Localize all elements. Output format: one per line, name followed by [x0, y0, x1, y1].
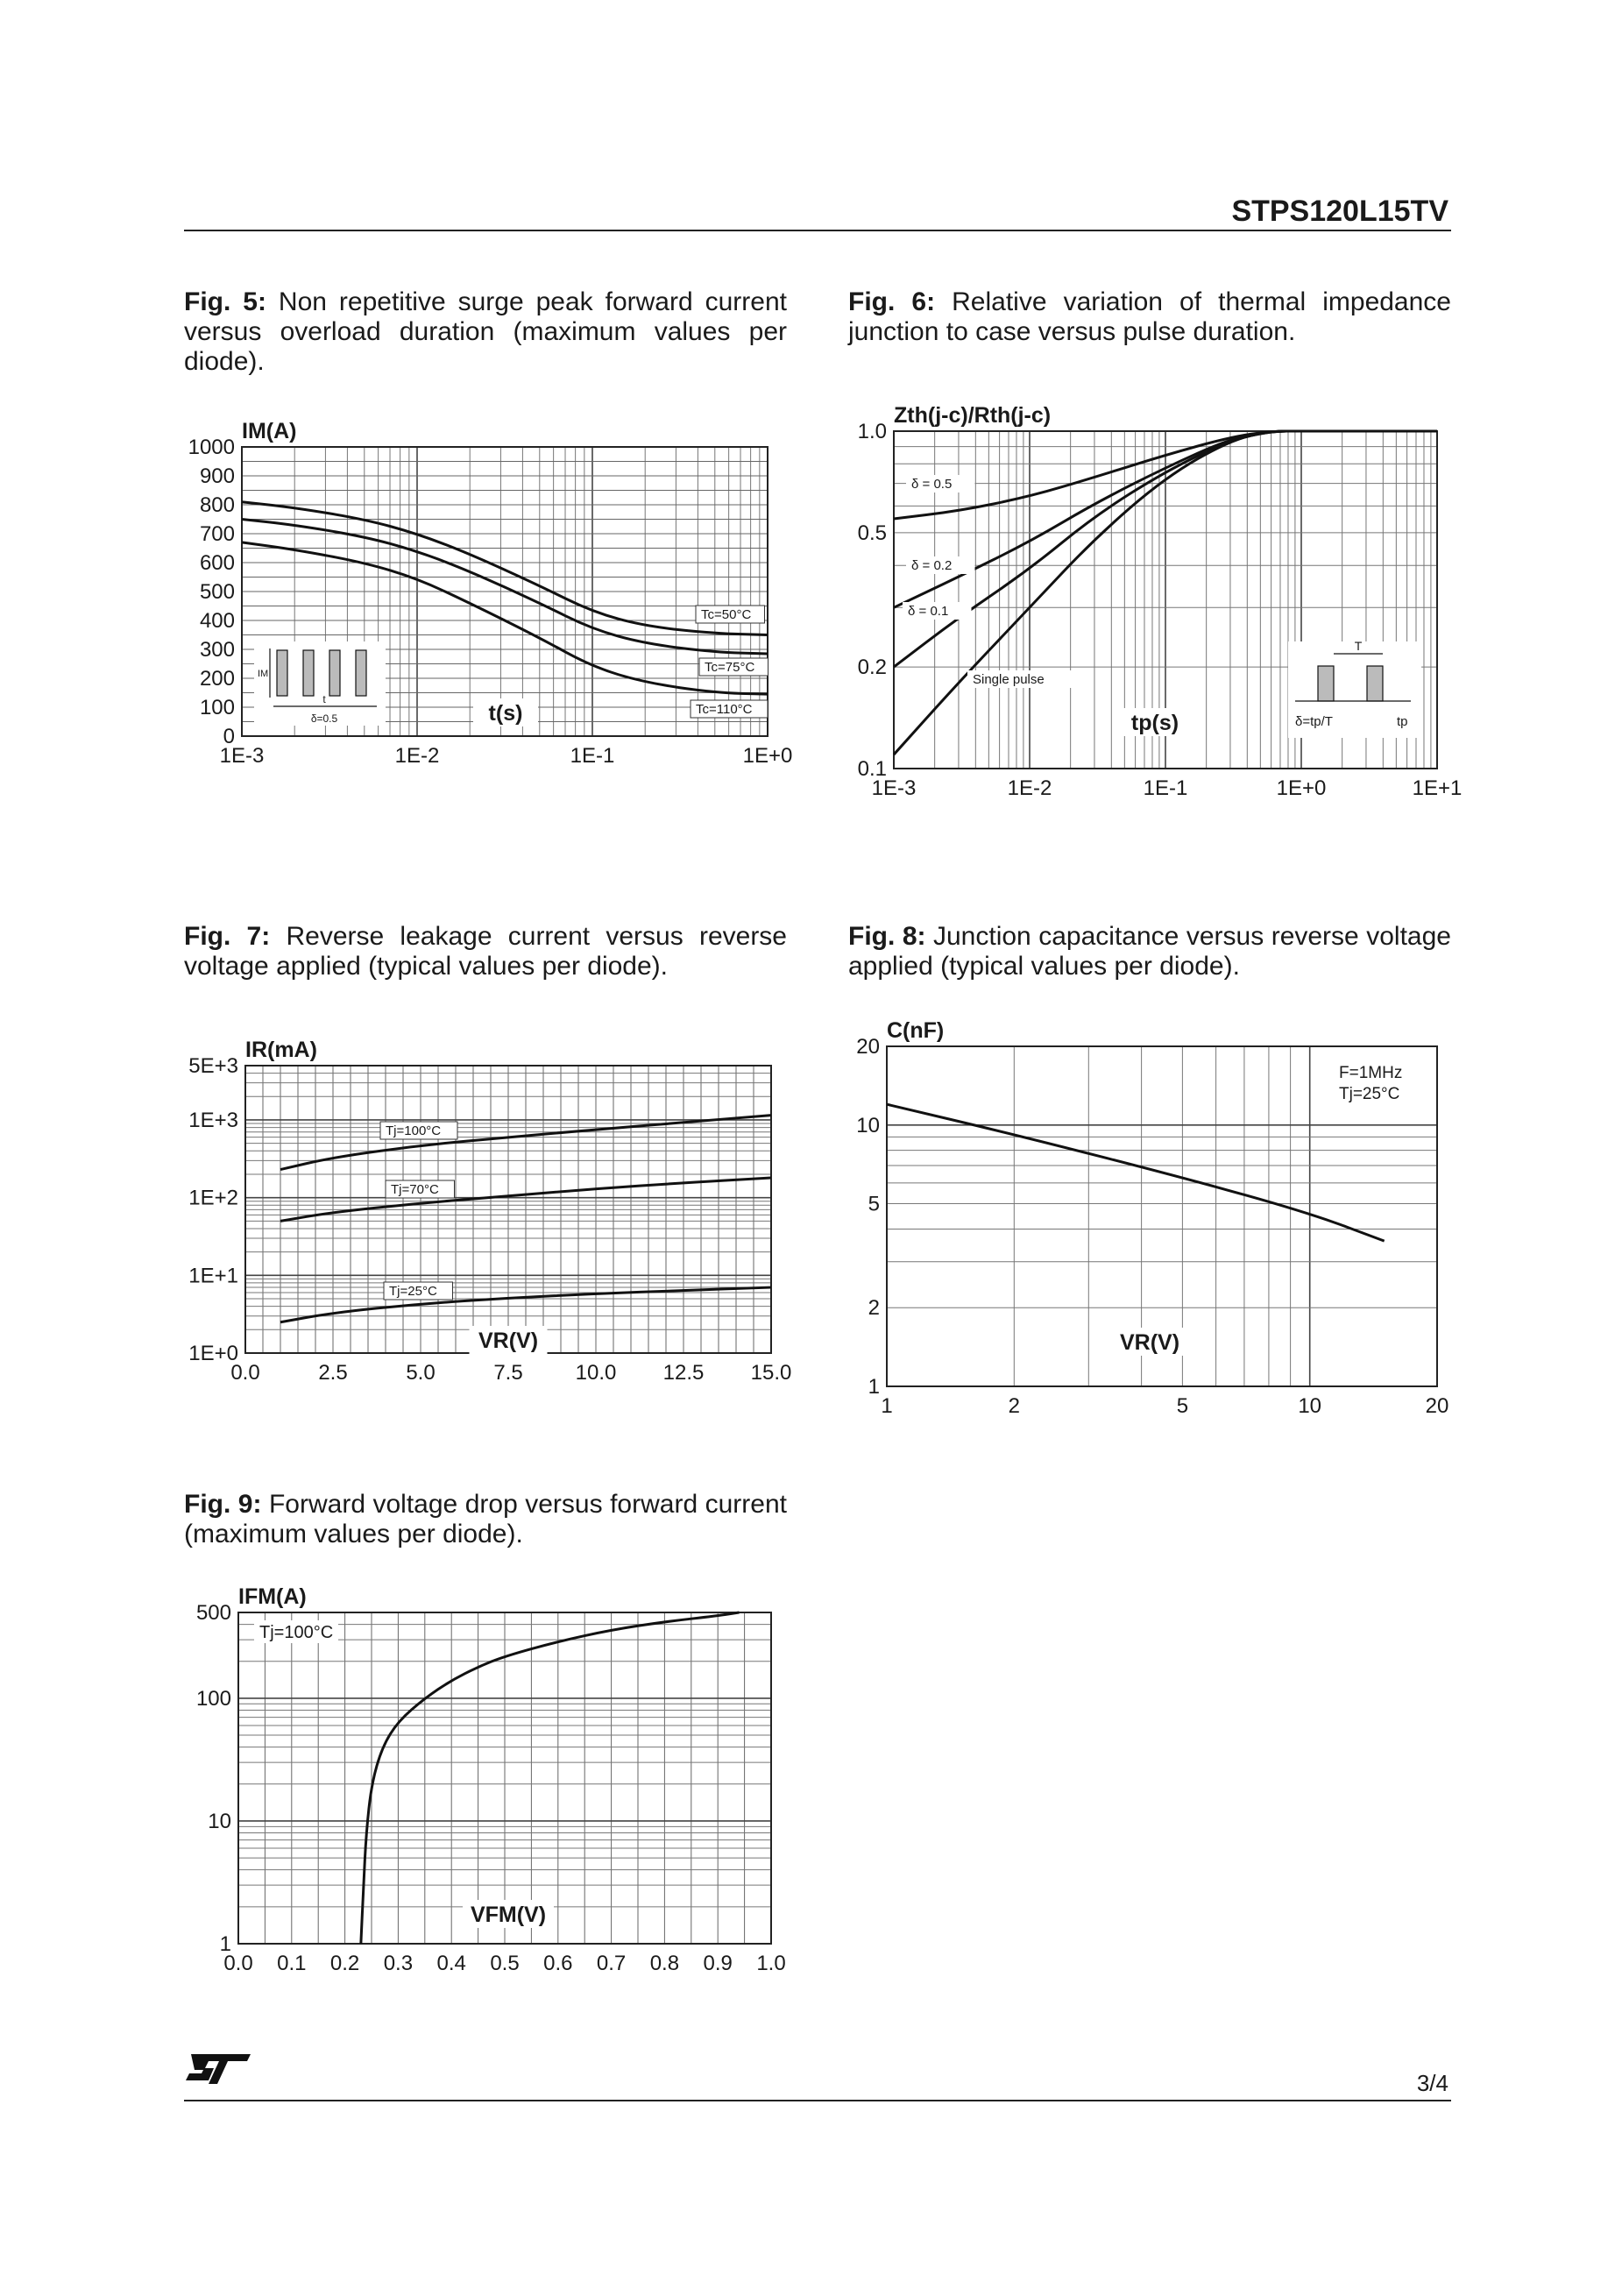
- fig7-caption: Fig. 7: Reverse leakage current versus reverse voltage applied (typical values per diode).: [184, 922, 787, 981]
- fig5-caption: Fig. 5: Non repetitive surge peak forward current versus overload duration (maximum values per diode).: [184, 287, 787, 376]
- y-tick-label: 0: [223, 725, 235, 748]
- footer-rule: [184, 2100, 1451, 2101]
- x-tick-label: 1E-2: [394, 744, 440, 768]
- y-tick-label: 0.5: [857, 521, 887, 545]
- series-label: Single pulse: [973, 672, 1045, 687]
- inset-pulse: [1367, 666, 1383, 701]
- inset-tp-label: tp: [1397, 714, 1408, 729]
- y-axis-title: IR(mA): [245, 1038, 317, 1062]
- y-tick-label: 5E+3: [188, 1054, 238, 1078]
- x-tick-label: 0.2: [329, 1952, 360, 1975]
- x-tick-label: 12.5: [662, 1361, 705, 1385]
- x-tick-label: 0.8: [649, 1952, 680, 1975]
- x-tick-label: 1.0: [756, 1952, 786, 1975]
- page-number: 3/4: [1416, 2070, 1448, 2096]
- fig7-chart: [131, 1025, 815, 1393]
- y-tick-label: 400: [199, 609, 235, 633]
- document-title: STPS120L15TV: [1231, 195, 1448, 228]
- y-tick-label: 500: [199, 580, 235, 604]
- y-tick-label: 1.0: [857, 420, 887, 443]
- y-tick-label: 1E+0: [188, 1342, 238, 1365]
- annotation-temperature: Tj=25°C: [1339, 1085, 1400, 1103]
- x-tick-label: 2.5: [318, 1361, 348, 1385]
- x-tick-label: 1E-1: [1143, 776, 1188, 800]
- x-tick-label: 20: [1425, 1394, 1449, 1418]
- y-tick-label: 1: [219, 1932, 231, 1956]
- y-tick-label: 1E+2: [188, 1186, 238, 1210]
- x-tick-label: 0.6: [543, 1952, 573, 1975]
- x-axis-title: tp(s): [1130, 711, 1179, 735]
- st-logo-icon: [182, 2047, 254, 2087]
- y-tick-label: 0.1: [857, 757, 887, 781]
- fig6-caption: Fig. 6: Relative variation of thermal impedance junction to case versus pulse duration.: [848, 287, 1451, 346]
- y-tick-label: 10: [208, 1809, 231, 1833]
- x-axis-title: t(s): [488, 701, 523, 726]
- series-label: Tc=50°C: [701, 607, 752, 622]
- x-tick-label: 2: [1008, 1394, 1020, 1418]
- series-label: δ = 0.1: [908, 604, 949, 619]
- x-tick-label: 0.4: [436, 1952, 466, 1975]
- x-tick-label: 10: [1298, 1394, 1322, 1418]
- y-tick-label: 300: [199, 638, 235, 662]
- x-axis-title: VR(V): [478, 1329, 539, 1353]
- x-tick-label: 0.5: [490, 1952, 520, 1975]
- x-tick-label: 1E-3: [219, 744, 265, 768]
- series-label: δ = 0.2: [911, 558, 953, 573]
- series-line-0: [242, 502, 768, 635]
- inset-pulse: [329, 650, 340, 696]
- fig9-chart: [131, 1573, 815, 1985]
- x-tick-label: 0.0: [223, 1952, 253, 1975]
- fig8-caption: Fig. 8: Junction capacitance versus reverse voltage applied (typical values per diode).: [848, 922, 1451, 981]
- x-tick-label: 0.3: [383, 1952, 414, 1975]
- y-tick-label: 900: [199, 464, 235, 488]
- x-tick-label: 1E-2: [1007, 776, 1052, 800]
- x-tick-label: 1E+0: [1276, 776, 1327, 800]
- y-axis-title: C(nF): [887, 1018, 945, 1043]
- y-tick-label: 5: [868, 1192, 880, 1216]
- x-tick-label: 1E-3: [871, 776, 917, 800]
- fig8-chart: [824, 999, 1463, 1420]
- series-label: Tj=25°C: [389, 1284, 437, 1299]
- inset-im-label: IM: [258, 669, 269, 679]
- y-tick-label: 0.2: [857, 655, 887, 680]
- x-tick-label: 15.0: [750, 1361, 792, 1385]
- series-label: Tj=100°C: [386, 1123, 442, 1138]
- x-tick-label: 1E+0: [742, 744, 793, 768]
- y-tick-label: 1: [868, 1375, 880, 1399]
- y-tick-label: 100: [195, 1686, 231, 1711]
- y-tick-label: 500: [195, 1601, 231, 1625]
- x-tick-label: 1E+1: [1412, 776, 1463, 800]
- x-tick-label: 5: [1176, 1394, 1189, 1418]
- fig6-chart: [824, 386, 1463, 806]
- x-axis-title: VFM(V): [470, 1903, 547, 1927]
- x-tick-label: 1: [881, 1394, 893, 1418]
- y-tick-label: 20: [856, 1035, 880, 1059]
- y-tick-label: 1E+1: [188, 1264, 238, 1288]
- series-label: Tc=110°C: [696, 702, 753, 717]
- y-tick-label: 2: [868, 1296, 880, 1321]
- inset-delta-label: δ=tp/T: [1295, 714, 1333, 729]
- annotation-frequency: F=1MHz: [1339, 1064, 1403, 1082]
- y-tick-label: 700: [199, 522, 235, 546]
- inset-pulse: [1318, 666, 1334, 701]
- y-axis-title: Zth(j-c)/Rth(j-c): [894, 403, 1052, 428]
- x-tick-label: 0.0: [230, 1361, 260, 1385]
- inset-pulse: [277, 650, 287, 696]
- x-tick-label: 0.9: [703, 1952, 733, 1975]
- header-rule: [184, 230, 1451, 231]
- y-tick-label: 800: [199, 493, 235, 517]
- y-tick-label: 1E+3: [188, 1108, 238, 1132]
- y-tick-label: 200: [199, 667, 235, 691]
- series-line-0: [361, 1612, 740, 1944]
- y-tick-label: 1000: [188, 436, 235, 459]
- series-label: Tc=75°C: [705, 660, 755, 675]
- inset-pulse: [303, 650, 314, 696]
- fig9-caption: Fig. 9: Forward voltage drop versus forward current (maximum values per diode).: [184, 1490, 787, 1548]
- y-tick-label: 100: [199, 696, 235, 719]
- fig5-chart: [131, 412, 815, 780]
- x-tick-label: 10.0: [575, 1361, 617, 1385]
- x-axis-title: VR(V): [1119, 1330, 1180, 1355]
- y-tick-label: 600: [199, 551, 235, 575]
- inset-t-label: t: [322, 693, 326, 705]
- x-tick-label: 0.7: [596, 1952, 627, 1975]
- x-tick-label: 1E-1: [570, 744, 615, 768]
- y-axis-title: IM(A): [242, 419, 297, 443]
- x-tick-label: 5.0: [406, 1361, 436, 1385]
- x-tick-label: 0.1: [277, 1952, 307, 1975]
- annotation-temperature: Tj=100°C: [259, 1623, 334, 1642]
- inset-pulse: [356, 650, 366, 696]
- series-line-1: [242, 520, 768, 654]
- series-label: δ = 0.5: [911, 477, 953, 492]
- series-label: Tj=70°C: [391, 1182, 439, 1197]
- x-tick-label: 7.5: [493, 1361, 523, 1385]
- y-tick-label: 10: [856, 1113, 880, 1137]
- inset-delta-label: δ=0.5: [310, 712, 338, 725]
- y-axis-title: IFM(A): [238, 1584, 307, 1609]
- inset-period-label: T: [1354, 639, 1363, 653]
